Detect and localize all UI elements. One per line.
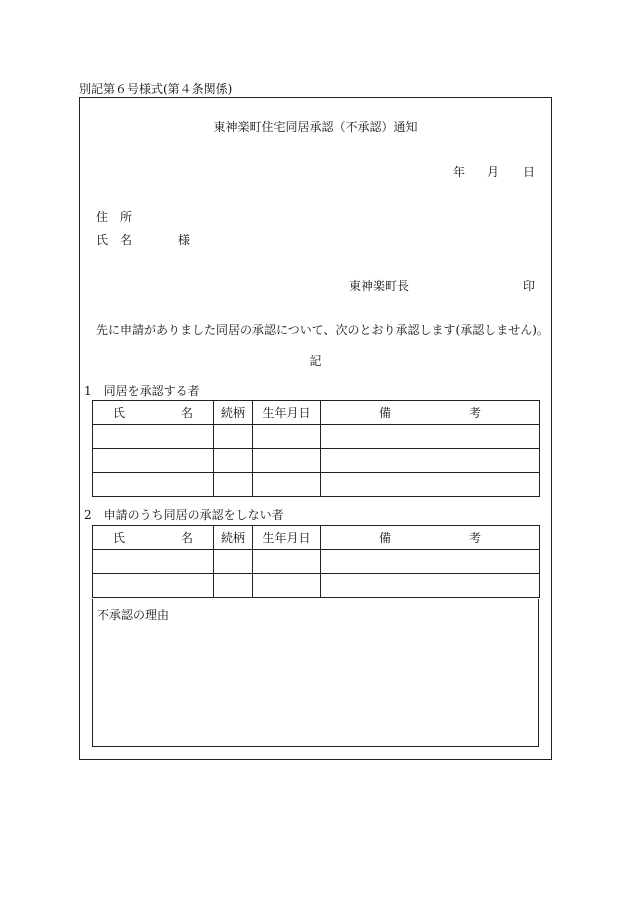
rejection-reason-box[interactable] [92,599,539,747]
remarks-cell[interactable] [321,473,540,497]
remarks-header: 備 考 [321,401,540,425]
relation-header: 続柄 [214,526,253,550]
remarks-cell[interactable] [321,425,540,449]
notice-body: 先に申請がありました同居の承認について、次のとおり承認します(承認しません)。 [96,323,549,337]
name-cell[interactable] [93,550,214,574]
remarks-cell[interactable] [321,550,540,574]
name-header: 氏 名 [93,401,214,425]
relation-cell[interactable] [214,425,253,449]
birthdate-cell[interactable] [253,550,321,574]
remarks-header: 備 考 [321,526,540,550]
document-title: 東神楽町住宅同居承認（不承認）通知 [213,120,418,134]
seal-mark: 印 [523,279,536,293]
remarks-cell[interactable] [321,449,540,473]
recipient-name-label: 氏 名 [96,233,133,247]
birthdate-header: 生年月日 [253,401,321,425]
relation-header: 続柄 [214,401,253,425]
name-cell[interactable] [93,574,214,598]
ki-heading: 記 [309,354,322,368]
rejection-reason-label: 不承認の理由 [97,608,170,622]
relation-cell[interactable] [214,449,253,473]
table-header-row [93,401,540,425]
table-row [93,425,540,449]
birthdate-header: 生年月日 [253,526,321,550]
date-year-label: 年 [453,165,466,179]
recipient-honorific: 様 [178,233,191,247]
form-number-label: 別記第６号様式(第４条関係) [79,82,233,96]
table-row [93,550,540,574]
table-row [93,574,540,598]
table-header-row [93,526,540,550]
relation-cell[interactable] [214,473,253,497]
relation-cell[interactable] [214,574,253,598]
remarks-cell[interactable] [321,574,540,598]
name-cell[interactable] [93,473,214,497]
sender-name: 東神楽町長 [349,279,410,293]
date-month-label: 月 [487,165,500,179]
name-cell[interactable] [93,425,214,449]
birthdate-cell[interactable] [253,473,321,497]
approved-persons-table [92,400,540,497]
birthdate-cell[interactable] [253,574,321,598]
recipient-address-label: 住 所 [96,210,133,224]
name-header: 氏 名 [93,526,214,550]
unapproved-persons-table [92,525,540,598]
table-row [93,473,540,497]
name-cell[interactable] [93,449,214,473]
relation-cell[interactable] [214,550,253,574]
table-row [93,449,540,473]
date-day-label: 日 [523,165,536,179]
section1-heading: 1 同居を承認する者 [84,384,200,398]
birthdate-cell[interactable] [253,425,321,449]
section2-heading: 2 申請のうち同居の承認をしない者 [84,508,284,522]
birthdate-cell[interactable] [253,449,321,473]
